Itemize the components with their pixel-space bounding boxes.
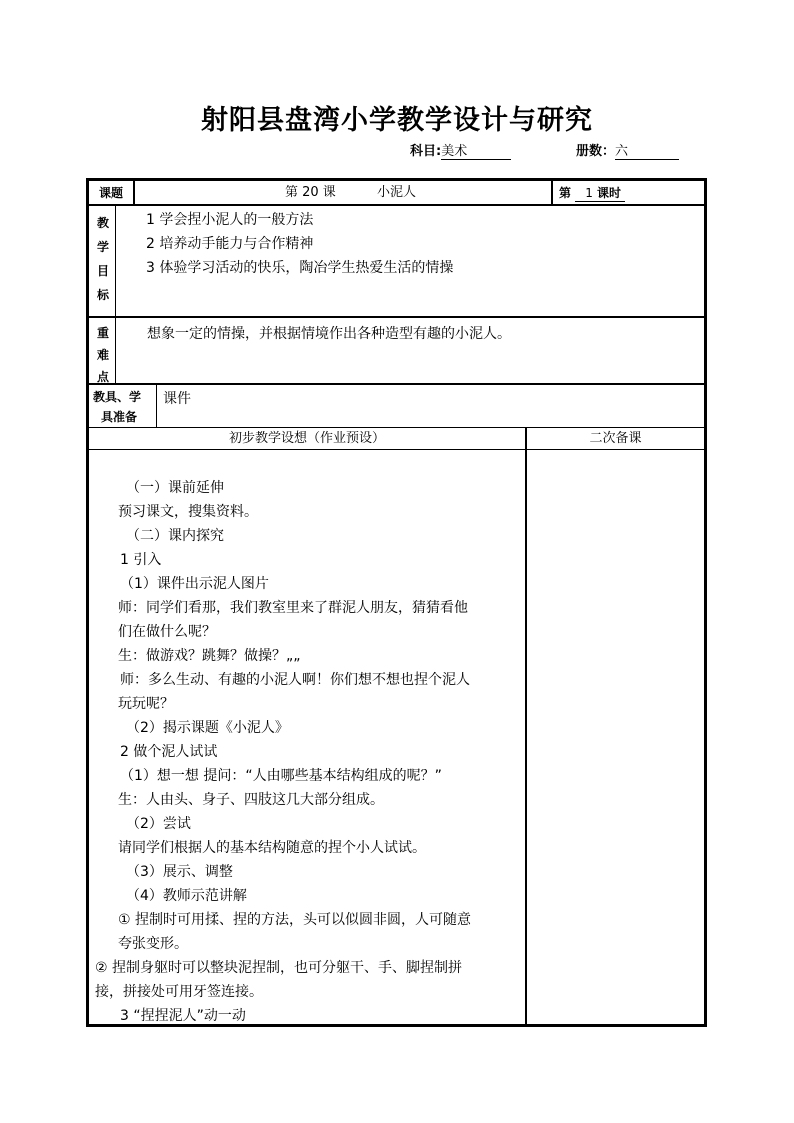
key-points-text: 想象一定的情操，并根据情境作出各种造型有趣的小泥人。	[147, 326, 511, 342]
content-line: 请同学们根据人的基本结构随意的捏个小人试试。	[118, 840, 426, 856]
lesson-number: 第 20 课	[285, 185, 336, 200]
objective-item: 2 培养动手能力与合作精神	[146, 236, 314, 252]
topic-label: 课题	[98, 186, 123, 200]
divider	[551, 181, 553, 204]
page-title: 射阳县盘湾小学教学设计与研究	[201, 105, 593, 136]
key-points-label-char: 重	[96, 326, 109, 340]
objective-item: 3 体验学习活动的快乐，陶冶学生热爱生活的情操	[146, 260, 454, 276]
content-line: 师：同学们看那，我们教室里来了群泥人朋友，猜猜看他	[118, 600, 468, 616]
content-line: 夸张变形。	[118, 936, 188, 952]
objectives-label-char: 标	[96, 288, 109, 302]
period-suffix: 课时	[597, 186, 622, 200]
subject-label: 科目:	[410, 144, 442, 159]
volume-field	[576, 140, 679, 160]
content-line: （2）揭示课题《小泥人》	[126, 720, 289, 736]
subject-field	[410, 140, 511, 160]
key-points-label-char: 难	[96, 348, 109, 362]
content-line: （1）想一想 提问：“人由哪些基本结构组成的呢？”	[120, 768, 442, 784]
lesson-content	[89, 181, 525, 1024]
content-line: 2 做个泥人试试	[120, 744, 218, 760]
content-line: 生：人由头、身子、四肢这几大部分组成。	[118, 792, 384, 808]
content-line: （一）课前延伸	[126, 480, 224, 496]
materials-value: 课件	[163, 391, 191, 407]
content-line: ① 捏制时可用揉、捏的方法，头可以似圆非圆，人可随意	[118, 912, 471, 928]
content-line: （4）教师示范讲解	[126, 888, 247, 904]
key-points-label-char: 点	[96, 370, 109, 384]
content-line: 接，拼接处可用牙签连接。	[95, 984, 263, 1000]
volume-label: 册数：	[576, 144, 616, 159]
materials-label-line: 具准备	[101, 410, 138, 424]
content-line: （1）课件出示泥人图片	[120, 576, 269, 592]
lesson-table	[86, 178, 707, 1027]
period-prefix: 第	[559, 186, 572, 200]
objectives-label-char: 学	[96, 240, 109, 254]
content-line: 1 引入	[120, 552, 162, 568]
content-line: ② 捏制身躯时可以整块泥捏制，也可分躯干、手、脚捏制拼	[95, 960, 462, 976]
materials-label-line: 教具、学	[93, 390, 142, 404]
objective-item: 1 学会捏小泥人的一般方法	[146, 212, 314, 228]
content-line: 预习课文，搜集资料。	[118, 504, 258, 520]
objectives-label-char: 目	[96, 264, 109, 278]
lesson-title: 小泥人	[377, 185, 417, 200]
content-line: 生：做游戏？跳舞？做操？„„	[118, 648, 301, 664]
period-field	[559, 185, 625, 202]
content-line: （3）展示、调整	[126, 864, 233, 880]
left-column-header: 初步教学设想（作业预设）	[228, 431, 385, 446]
content-line: 玩玩呢？	[118, 696, 174, 712]
content-line: 3 “捏捏泥人”动一动	[120, 1008, 246, 1024]
content-line: 师：多么生动、有趣的小泥人啊！你们想不想也捏个泥人	[120, 672, 470, 688]
subject-value: 美术	[441, 140, 511, 160]
volume-value: 六	[615, 140, 679, 160]
content-line: （二）课内探究	[126, 528, 224, 544]
right-column-header: 二次备课	[589, 431, 642, 446]
period-underline	[575, 185, 625, 202]
period-value: 1	[585, 186, 593, 200]
divider	[525, 427, 527, 1024]
objectives-label-char: 教	[96, 216, 109, 230]
content-line: 们在做什么呢？	[118, 624, 216, 640]
content-line: （2）尝试	[126, 816, 191, 832]
